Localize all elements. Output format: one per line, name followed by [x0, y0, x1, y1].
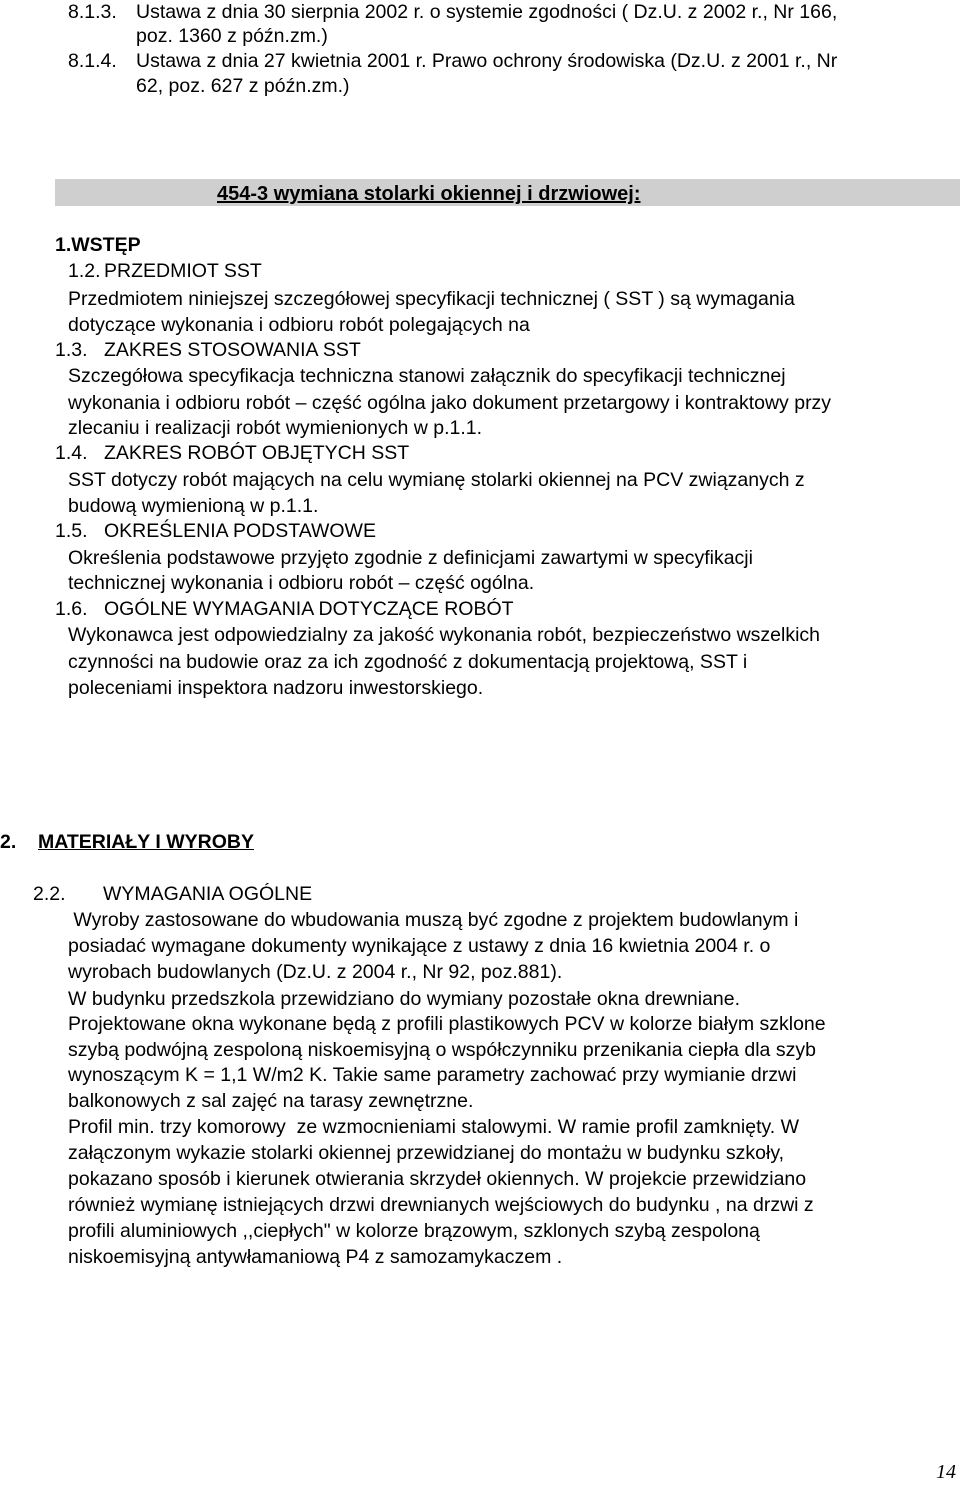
paragraph-line: załączonym wykazie stolarki okiennej przewidzianej do montażu w budynku szkoły,: [68, 1142, 785, 1164]
section-heading: OKREŚLENIA PODSTAWOWE: [104, 520, 376, 542]
paragraph-line: balkonowych z sal zajęć na tarasy zewnętrzne.: [68, 1090, 474, 1112]
heading-1-4: [55, 440, 409, 466]
heading-wstep: 1.WSTĘP: [55, 234, 141, 256]
paragraph-line: poleceniami inspektora nadzoru inwestorskiego.: [68, 677, 484, 699]
paragraph-line: budową wymienioną w p.1.1.: [68, 495, 319, 517]
paragraph-line: Określenia podstawowe przyjęto zgodnie z definicjami zawartymi w specyfikacji: [68, 547, 753, 569]
page-number: 14: [936, 1461, 956, 1483]
paragraph-line: wykonania i odbioru robót – część ogólna jako dokument przetargowy i kontraktowy przy: [68, 392, 832, 414]
ref-item-8-1-3: [68, 0, 837, 25]
paragraph-line: czynności na budowie oraz za ich zgodność z dokumentacją projektową, SST i: [68, 651, 748, 673]
paragraph-line: Przedmiotem niniejszej szczegółowej specyfikacji technicznej ( SST ) są wymagania: [68, 288, 795, 310]
paragraph-line: Profil min. trzy komorowy ze wzmocnieniami stalowymi. W ramie profil zamknięty. W: [68, 1116, 800, 1138]
paragraph-line: Szczegółowa specyfikacja techniczna stanowi załącznik do specyfikacji technicznej: [68, 365, 786, 387]
section-heading: ZAKRES STOSOWANIA SST: [104, 339, 361, 361]
section-number: 1.5.: [55, 520, 88, 542]
paragraph-line: wynoszącym K = 1,1 W/m2 K. Takie same parametry zachować przy wymianie drzwi: [68, 1064, 797, 1086]
paragraph-line: niskoemisyjną antywłamaniową P4 z samozamykaczem .: [68, 1246, 563, 1268]
section-heading: PRZEDMIOT SST: [104, 260, 262, 282]
ref-text-cont: poz. 1360 z późn.zm.): [136, 25, 328, 47]
paragraph-line: posiadać wymagane dokumenty wynikające z ustawy z dnia 16 kwietnia 2004 r. o: [68, 935, 771, 957]
heading-1-6: [55, 596, 514, 622]
paragraph-line: W budynku przedszkola przewidziano do wymiany pozostałe okna drewniane.: [68, 988, 741, 1010]
section-heading: OGÓLNE WYMAGANIA DOTYCZĄCE ROBÓT: [104, 598, 514, 620]
section-number: 1.3.: [55, 339, 88, 361]
section-heading: WYMAGANIA OGÓLNE: [103, 883, 313, 905]
paragraph-line: również wymianę istniejących drzwi drewnianych wejściowych do budynku , na drzwi z: [68, 1194, 814, 1216]
paragraph-line: zlecaniu i realizacji robót wymienionych w p.1.1.: [68, 417, 483, 439]
ref-text: Ustawa z dnia 27 kwietnia 2001 r. Prawo ochrony środowiska (Dz.U. z 2001 r., Nr: [136, 50, 838, 72]
paragraph-line: Wyroby zastosowane do wbudowania muszą być zgodne z projektem budowlanym i: [68, 909, 799, 931]
paragraph-line: szybą podwójną zespoloną niskoemisyjną o współczynniku przenikania ciepła dla szyb: [68, 1039, 816, 1061]
ref-text: Ustawa z dnia 30 sierpnia 2002 r. o systemie zgodności ( Dz.U. z 2002 r., Nr 166,: [136, 1, 838, 23]
paragraph-line: Wykonawca jest odpowiedzialny za jakość wykonania robót, bezpieczeństwo wszelkich: [68, 624, 821, 646]
section-heading: ZAKRES ROBÓT OBJĘTYCH SST: [104, 442, 410, 464]
section-number: 1.6.: [55, 598, 88, 620]
section-number: 1.2.: [68, 260, 101, 282]
heading-1-5: [55, 518, 376, 544]
section-banner-title: 454-3 wymiana stolarki okiennej i drzwiowej:: [217, 183, 641, 205]
paragraph-line: profili aluminiowych ,,ciepłych" w kolorze brązowym, szklonych szybą zespoloną: [68, 1220, 760, 1242]
paragraph-line: technicznej wykonania i odbioru robót – część ogólna.: [68, 572, 535, 594]
section-number: 1.4.: [55, 442, 88, 464]
heading-1-3: [55, 337, 361, 363]
section-number: 2.: [0, 831, 17, 853]
paragraph-line: SST dotyczy robót mających na celu wymianę stolarki okiennej na PCV związanych z: [68, 469, 805, 491]
ref-number: 8.1.3.: [68, 1, 117, 23]
paragraph-line: Projektowane okna wykonane będą z profili plastikowych PCV w kolorze białym szklone: [68, 1013, 826, 1035]
ref-text-cont: 62, poz. 627 z późn.zm.): [136, 75, 350, 97]
section-heading: MATERIAŁY I WYROBY: [38, 831, 254, 853]
heading-1-2: [68, 258, 262, 284]
paragraph-line: pokazano sposób i kierunek otwierania skrzydeł okiennych. W projekcie przewidziano: [68, 1168, 807, 1190]
heading-2-2: [33, 881, 312, 907]
paragraph-line: wyrobach budowlanych (Dz.U. z 2004 r., Nr 92, poz.881).: [68, 961, 563, 983]
ref-item-8-1-4: [68, 48, 837, 74]
heading-2: [0, 829, 254, 855]
ref-number: 8.1.4.: [68, 50, 117, 72]
paragraph-line: dotyczące wykonania i odbioru robót polegających na: [68, 314, 530, 336]
section-number: 2.2.: [33, 883, 66, 905]
